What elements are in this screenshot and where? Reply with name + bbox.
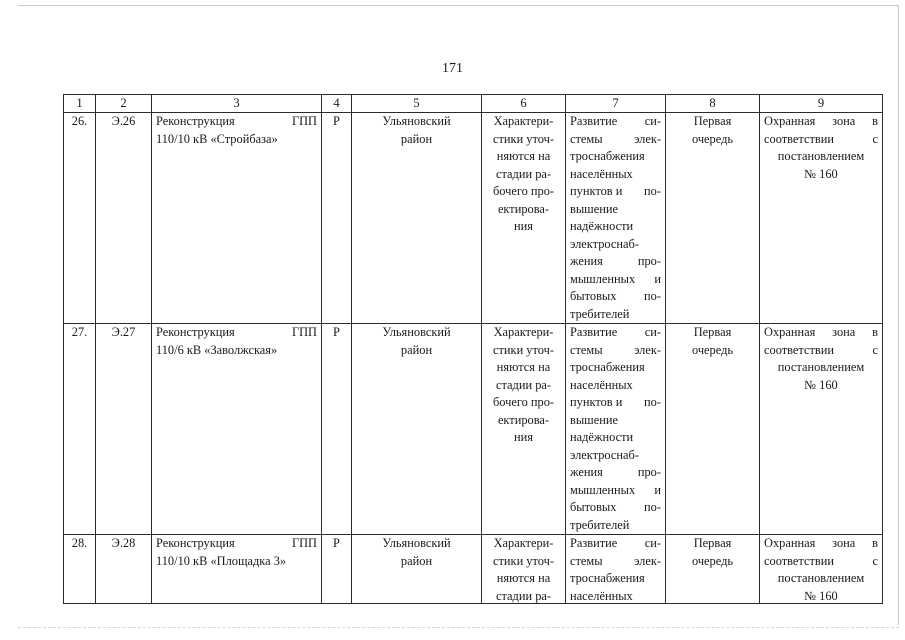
object-name-word: Реконструкция bbox=[156, 325, 235, 339]
purpose-word: си- bbox=[644, 325, 661, 339]
column-number: 8 bbox=[666, 95, 760, 113]
purpose-word: пунктов и bbox=[570, 395, 623, 409]
protection-zone-word: № 160 bbox=[804, 588, 838, 603]
characteristics-cell bbox=[482, 113, 566, 324]
protection-zone-word: зона bbox=[832, 325, 856, 339]
row-number: 27. bbox=[71, 325, 88, 339]
row-number: 26. bbox=[71, 114, 88, 128]
protection-zone-line bbox=[764, 535, 878, 553]
object-name-word: 110/6 кВ «Заволжская» bbox=[156, 342, 278, 357]
page-edge-bottom bbox=[18, 627, 899, 628]
protection-zone-cell bbox=[760, 113, 883, 324]
protection-zone-word: Охранная bbox=[764, 114, 816, 128]
purpose-line bbox=[570, 218, 661, 236]
object-code: Э.27 bbox=[111, 325, 136, 339]
purpose-line bbox=[570, 236, 661, 254]
purpose-line bbox=[570, 588, 661, 604]
location-cell bbox=[352, 324, 482, 535]
purpose-word: си- bbox=[644, 536, 661, 550]
purpose-line bbox=[570, 253, 661, 271]
purpose-word: требителей bbox=[570, 306, 630, 321]
purpose-word: Развитие bbox=[570, 114, 618, 128]
characteristics-line: няются на bbox=[496, 360, 551, 374]
purpose-line bbox=[570, 394, 661, 412]
purpose-line bbox=[570, 131, 661, 149]
characteristics-cell bbox=[482, 535, 566, 604]
purpose-word: мышленных bbox=[570, 271, 636, 286]
purpose-line bbox=[570, 113, 661, 131]
protection-zone-word: № 160 bbox=[804, 377, 838, 392]
object-name-word: Реконструкция bbox=[156, 114, 235, 128]
purpose-line bbox=[570, 499, 661, 517]
protection-zone-line bbox=[764, 148, 878, 166]
purpose-word: Развитие bbox=[570, 325, 618, 339]
protection-zone-line bbox=[764, 166, 878, 184]
characteristics-line: стадии ра- bbox=[495, 166, 552, 181]
purpose-word: жения bbox=[570, 465, 603, 479]
protection-zone-word: постановлением bbox=[777, 360, 865, 374]
purpose-word: надёжности bbox=[570, 219, 634, 233]
purpose-word: населённых bbox=[570, 166, 633, 181]
location-cell bbox=[352, 113, 482, 324]
purpose-word: стемы bbox=[570, 342, 603, 357]
purpose-word: мышленных bbox=[570, 482, 636, 497]
object-name-line bbox=[156, 113, 317, 131]
object-name-word: ГПП bbox=[291, 536, 317, 550]
protection-zone-word: с bbox=[872, 553, 878, 568]
characteristics-line: стики уточ- bbox=[493, 553, 554, 568]
page-edge-right bbox=[898, 5, 899, 625]
characteristics-line: стики уточ- bbox=[493, 131, 554, 146]
protection-zone-cell bbox=[760, 535, 883, 604]
purpose-word: электроснаб- bbox=[570, 447, 639, 462]
characteristics-line: ектирова- bbox=[497, 201, 550, 216]
protection-zone-word: в bbox=[872, 325, 878, 339]
stage-line: Первая bbox=[693, 325, 732, 339]
purpose-word: и bbox=[654, 271, 661, 286]
purpose-line bbox=[570, 464, 661, 482]
protection-zone-word: постановлением bbox=[777, 149, 865, 163]
purpose-word: вышение bbox=[570, 201, 618, 216]
purpose-cell bbox=[566, 535, 666, 604]
column-number: 2 bbox=[96, 95, 152, 113]
table-row bbox=[64, 113, 883, 324]
characteristics-line: бочего про- bbox=[492, 184, 555, 198]
purpose-word: стемы bbox=[570, 553, 603, 568]
object-code-cell bbox=[96, 535, 152, 604]
purpose-line bbox=[570, 306, 661, 324]
column-number: 3 bbox=[152, 95, 322, 113]
stage-line: Первая bbox=[693, 536, 732, 550]
protection-zone-word: с bbox=[872, 131, 878, 146]
protection-zone-line bbox=[764, 588, 878, 604]
characteristics-line: ния bbox=[514, 219, 533, 233]
purpose-word: пунктов и bbox=[570, 184, 623, 198]
purpose-word: троснабжения bbox=[570, 571, 645, 585]
purpose-cell bbox=[566, 324, 666, 535]
purpose-word: по- bbox=[644, 500, 661, 514]
purpose-line bbox=[570, 288, 661, 306]
object-name-word: ГПП bbox=[291, 114, 317, 128]
location-line: район bbox=[400, 342, 433, 357]
table-row bbox=[64, 324, 883, 535]
protection-zone-word: Охранная bbox=[764, 325, 816, 339]
purpose-line bbox=[570, 570, 661, 588]
status-cell bbox=[322, 324, 352, 535]
purpose-word: про- bbox=[637, 254, 661, 268]
purpose-line bbox=[570, 359, 661, 377]
characteristics-line: стадии ра- bbox=[495, 377, 552, 392]
status-code: Р bbox=[333, 325, 340, 339]
column-number: 5 bbox=[352, 95, 482, 113]
location-line: Ульяновский bbox=[382, 114, 451, 128]
column-number-row bbox=[64, 95, 883, 113]
object-name-cell bbox=[152, 535, 322, 604]
page-number: 171 bbox=[442, 61, 463, 76]
purpose-line bbox=[570, 553, 661, 571]
purpose-word: Развитие bbox=[570, 536, 618, 550]
object-name-line bbox=[156, 324, 317, 342]
status-code: Р bbox=[333, 114, 340, 128]
status-cell bbox=[322, 113, 352, 324]
characteristics-line: ния bbox=[514, 430, 533, 444]
stage-cell bbox=[666, 324, 760, 535]
purpose-word: вышение bbox=[570, 412, 618, 427]
column-number: 7 bbox=[566, 95, 666, 113]
protection-zone-line bbox=[764, 377, 878, 395]
purpose-line bbox=[570, 377, 661, 395]
object-code: Э.28 bbox=[111, 536, 136, 550]
protection-zone-word: в bbox=[872, 114, 878, 128]
object-name-word: Реконструкция bbox=[156, 536, 235, 550]
purpose-line bbox=[570, 271, 661, 289]
characteristics-line: стадии ра- bbox=[495, 588, 552, 603]
purpose-word: элек- bbox=[634, 131, 661, 146]
purpose-word: троснабжения bbox=[570, 149, 645, 163]
purpose-line bbox=[570, 148, 661, 166]
protection-zone-word: с bbox=[872, 342, 878, 357]
purpose-line bbox=[570, 447, 661, 465]
purpose-word: надёжности bbox=[570, 430, 634, 444]
characteristics-line: няются на bbox=[496, 149, 551, 163]
purpose-line bbox=[570, 517, 661, 535]
stage-cell bbox=[666, 535, 760, 604]
column-number: 4 bbox=[322, 95, 352, 113]
purpose-line bbox=[570, 412, 661, 430]
protection-zone-line bbox=[764, 113, 878, 131]
characteristics-line: стики уточ- bbox=[493, 342, 554, 357]
purpose-word: элек- bbox=[634, 342, 661, 357]
object-name-cell bbox=[152, 113, 322, 324]
location-line: Ульяновский bbox=[382, 536, 451, 550]
purpose-line bbox=[570, 482, 661, 500]
purpose-word: требителей bbox=[570, 517, 630, 532]
column-number: 6 bbox=[482, 95, 566, 113]
characteristics-line: Характери- bbox=[493, 536, 554, 550]
protection-zone-line bbox=[764, 553, 878, 571]
protection-zone-word: соответствии bbox=[764, 553, 835, 568]
stage-cell bbox=[666, 113, 760, 324]
object-code-cell bbox=[96, 113, 152, 324]
row-number: 28. bbox=[71, 536, 88, 550]
characteristics-line: Характери- bbox=[493, 114, 554, 128]
purpose-word: бытовых bbox=[570, 500, 617, 514]
facilities-table bbox=[63, 94, 883, 604]
purpose-word: электроснаб- bbox=[570, 236, 639, 251]
table-row bbox=[64, 535, 883, 604]
purpose-line bbox=[570, 324, 661, 342]
row-number-cell bbox=[64, 535, 96, 604]
stage-line: очередь bbox=[691, 131, 734, 146]
object-name-word: 110/10 кВ «Площадка 3» bbox=[156, 553, 287, 568]
purpose-word: по- bbox=[644, 289, 661, 303]
characteristics-line: ектирова- bbox=[497, 412, 550, 427]
stage-line: очередь bbox=[691, 553, 734, 568]
location-line: район bbox=[400, 553, 433, 568]
stage-line: Первая bbox=[693, 114, 732, 128]
purpose-word: жения bbox=[570, 254, 603, 268]
object-code: Э.26 bbox=[111, 114, 136, 128]
location-line: Ульяновский bbox=[382, 325, 451, 339]
protection-zone-word: соответствии bbox=[764, 131, 835, 146]
column-number: 1 bbox=[64, 95, 96, 113]
protection-zone-word: Охранная bbox=[764, 536, 816, 550]
purpose-word: и bbox=[654, 482, 661, 497]
purpose-word: бытовых bbox=[570, 289, 617, 303]
purpose-word: про- bbox=[637, 465, 661, 479]
protection-zone-word: зона bbox=[832, 114, 856, 128]
column-number: 9 bbox=[760, 95, 883, 113]
characteristics-line: няются на bbox=[496, 571, 551, 585]
object-name-word: ГПП bbox=[291, 325, 317, 339]
protection-zone-word: соответствии bbox=[764, 342, 835, 357]
purpose-word: по- bbox=[644, 184, 661, 198]
protection-zone-line bbox=[764, 342, 878, 360]
object-name-line bbox=[156, 342, 317, 360]
protection-zone-line bbox=[764, 324, 878, 342]
purpose-word: населённых bbox=[570, 377, 633, 392]
status-code: Р bbox=[333, 536, 340, 550]
purpose-line bbox=[570, 342, 661, 360]
status-cell bbox=[322, 535, 352, 604]
location-line: район bbox=[400, 131, 433, 146]
row-number-cell bbox=[64, 324, 96, 535]
object-name-line bbox=[156, 131, 317, 149]
purpose-line bbox=[570, 183, 661, 201]
purpose-line bbox=[570, 535, 661, 553]
protection-zone-word: в bbox=[872, 536, 878, 550]
object-name-line bbox=[156, 535, 317, 553]
protection-zone-word: постановлением bbox=[777, 571, 865, 585]
stage-line: очередь bbox=[691, 342, 734, 357]
object-name-cell bbox=[152, 324, 322, 535]
location-cell bbox=[352, 535, 482, 604]
object-code-cell bbox=[96, 324, 152, 535]
purpose-word: си- bbox=[644, 114, 661, 128]
protection-zone-line bbox=[764, 131, 878, 149]
purpose-word: троснабжения bbox=[570, 360, 645, 374]
purpose-word: населённых bbox=[570, 588, 633, 603]
row-number-cell bbox=[64, 113, 96, 324]
object-name-word: 110/10 кВ «Стройбаза» bbox=[156, 131, 278, 146]
purpose-word: элек- bbox=[634, 553, 661, 568]
purpose-line bbox=[570, 201, 661, 219]
characteristics-line: Характери- bbox=[493, 325, 554, 339]
purpose-cell bbox=[566, 113, 666, 324]
page-edge-top bbox=[18, 5, 899, 6]
protection-zone-cell bbox=[760, 324, 883, 535]
purpose-word: стемы bbox=[570, 131, 603, 146]
protection-zone-line bbox=[764, 359, 878, 377]
protection-zone-word: № 160 bbox=[804, 166, 838, 181]
protection-zone-word: зона bbox=[832, 536, 856, 550]
object-name-line bbox=[156, 553, 317, 571]
purpose-line bbox=[570, 429, 661, 447]
purpose-word: по- bbox=[644, 395, 661, 409]
protection-zone-line bbox=[764, 570, 878, 588]
characteristics-line: бочего про- bbox=[492, 395, 555, 409]
characteristics-cell bbox=[482, 324, 566, 535]
purpose-line bbox=[570, 166, 661, 184]
